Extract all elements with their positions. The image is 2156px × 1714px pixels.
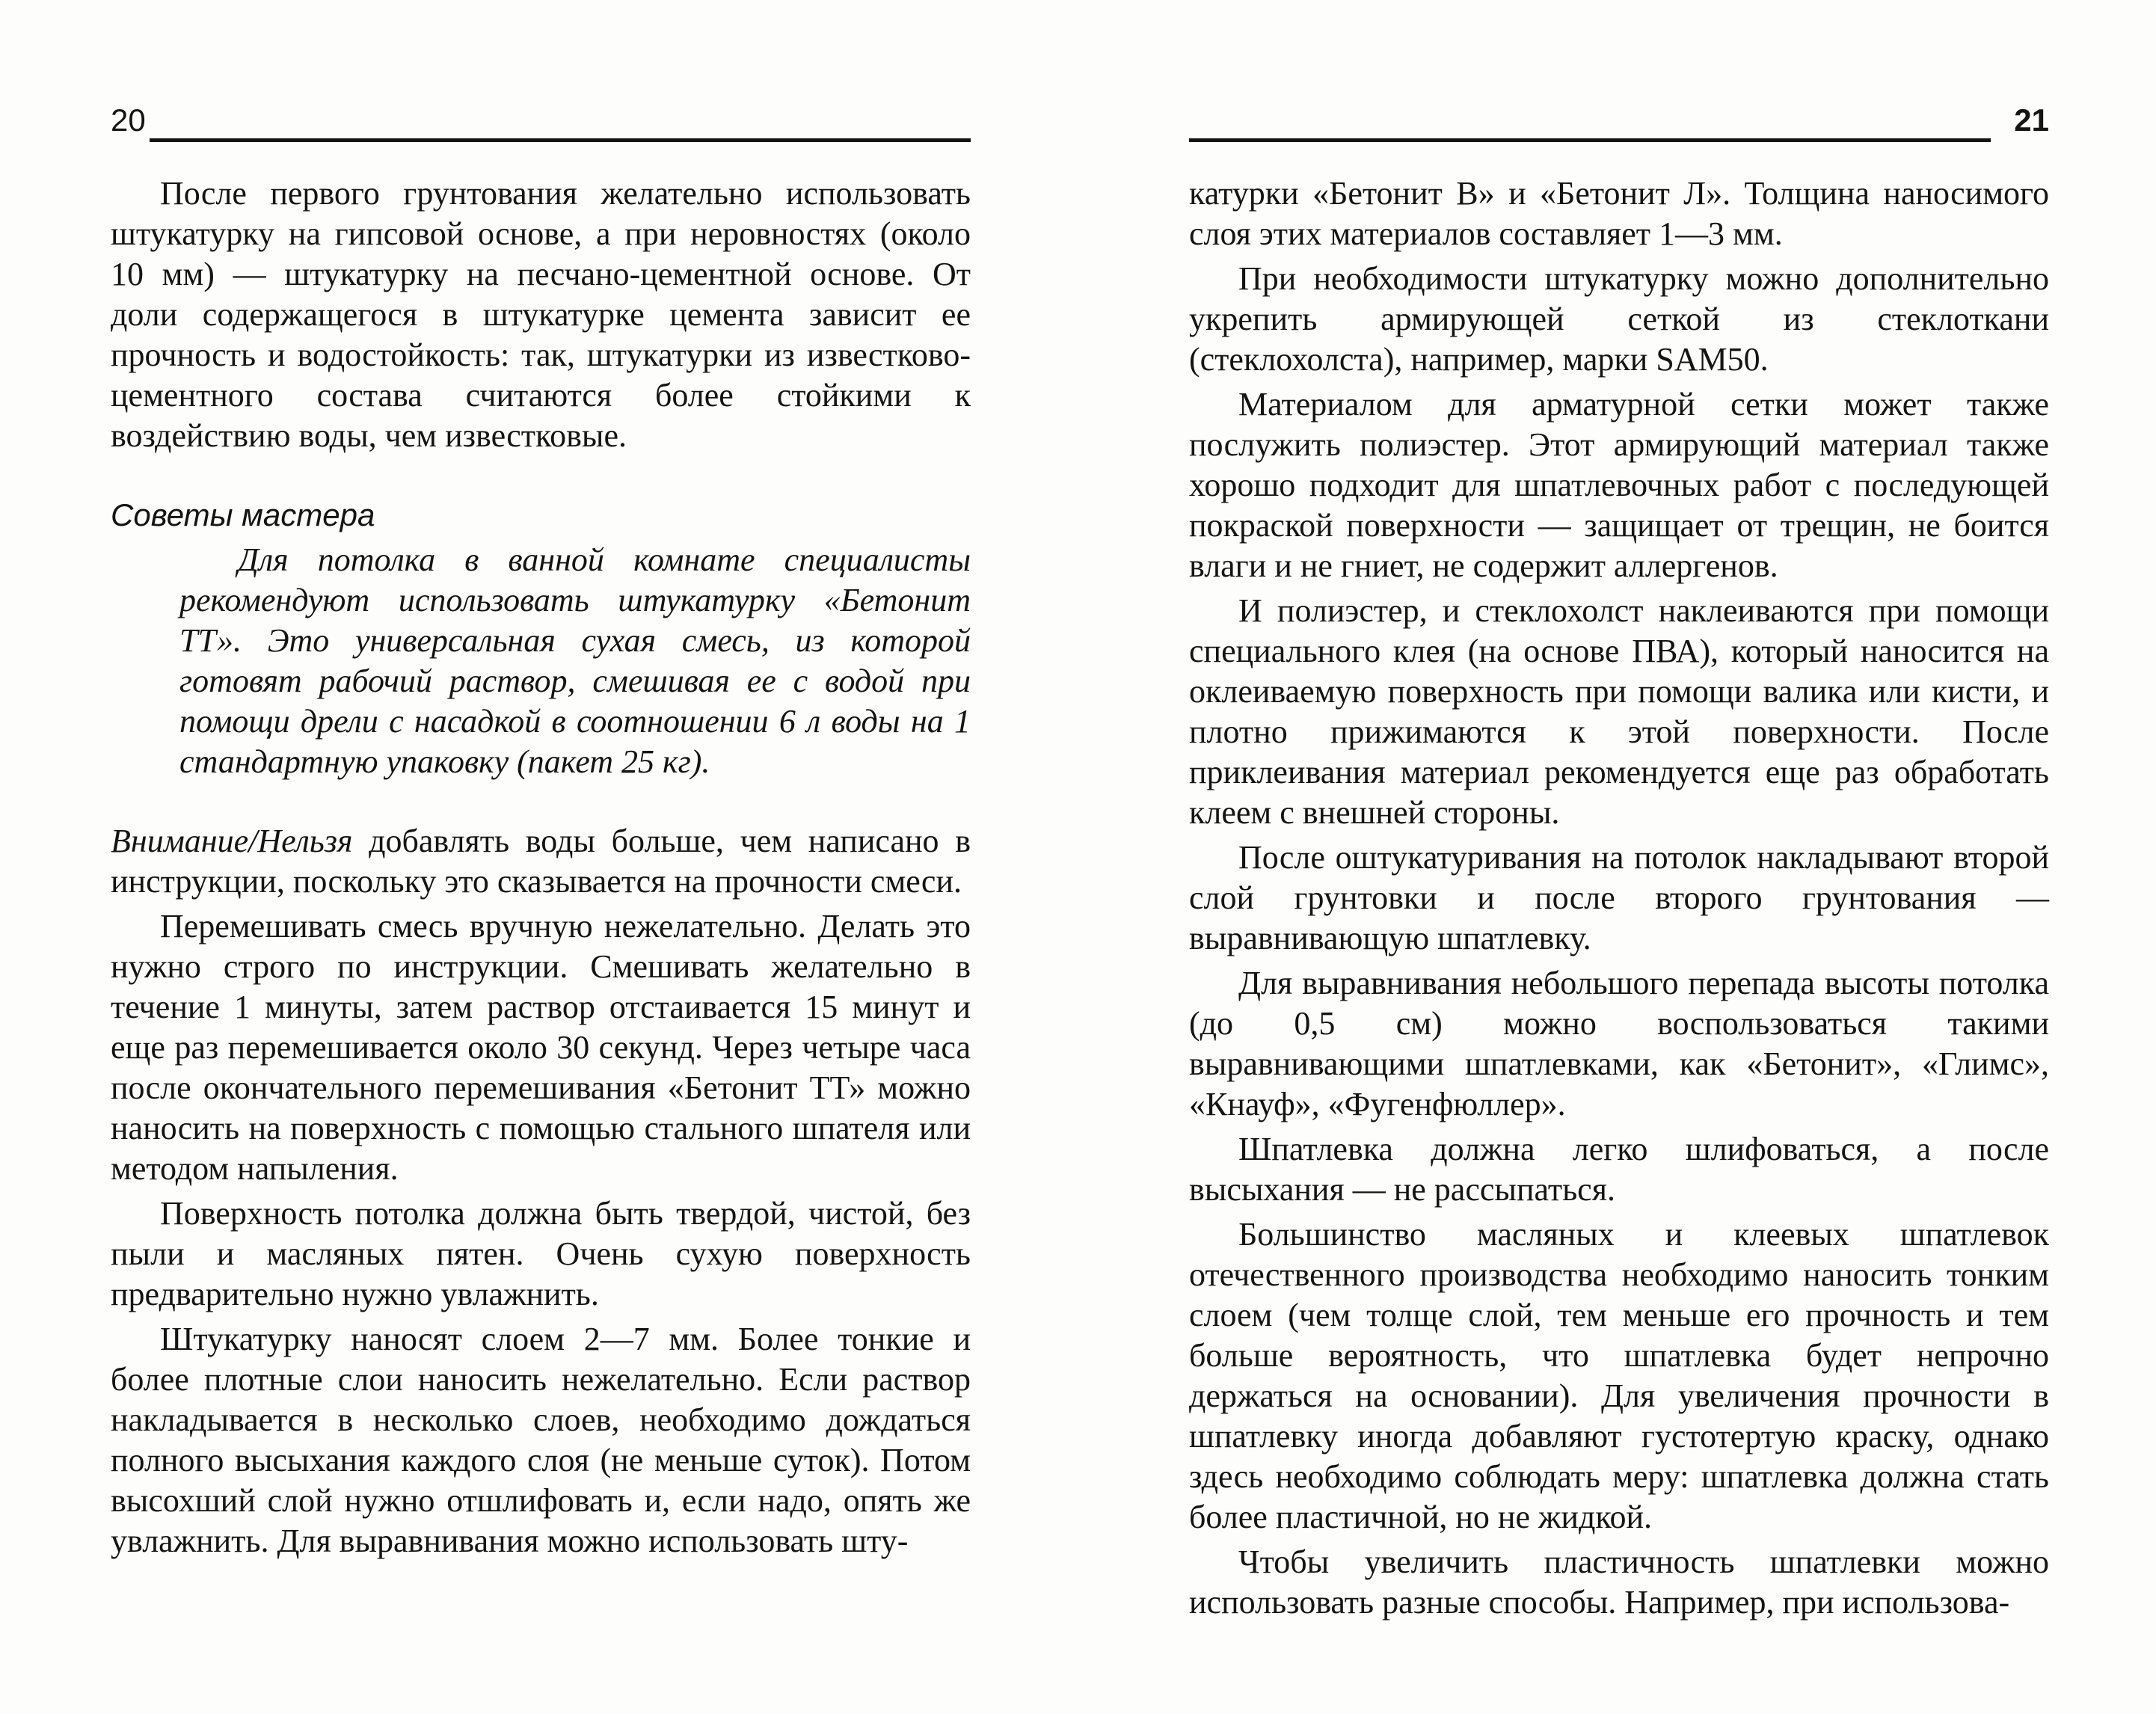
right-text-column bbox=[1189, 173, 2049, 1623]
warning-lead: Внимание/Нельзя bbox=[111, 823, 353, 859]
paragraph: Перемешивать смесь вручную нежелательно. Делать это нужно строго по инструкции. Смешивать желательно в течение 1 минуты, затем раствор отстаивается 15 минут и еще раз перемешивается около 30 секунд. Через четыре часа после окончательного перемешивания «Бетонит ТТ» можно наносить на поверхность с помощью стального шпателя или методом напыления. bbox=[111, 908, 971, 1187]
paragraph: Для выравнивания небольшого перепада высоты потолка (до 0,5 см) можно воспользоваться такими выравнивающими шпатлевками, как «Бетонит», «Глимс», «Кнауф», «Фугенфюллер». bbox=[1189, 965, 2049, 1122]
header-rule bbox=[150, 138, 971, 142]
paragraph: Чтобы увеличить пластичность шпатлевки можно использовать разные способы. Например, при использова- bbox=[1189, 1543, 2049, 1621]
paragraph: При необходимости штукатурку можно дополнительно укрепить армирующей сеткой из стеклоткани (стеклохолста), например, марки SAM50. bbox=[1189, 260, 2049, 378]
left-text-column bbox=[111, 173, 971, 1561]
paragraph: Поверхность потолка должна быть твердой, чистой, без пыли и масляных пятен. Очень сухую поверхность предварительно нужно увлажнить. bbox=[111, 1195, 971, 1312]
paragraph: Большинство масляных и клеевых шпатлевок отечественного производства необходимо наносить тонким слоем (чем толще слой, тем меньше его прочность и тем больше вероятность, что шпатлевка будет непрочно держаться на основании). Для увеличения прочности в шпатлевку иногда добавляют густотертую краску, однако здесь необходимо соблюдать меру: шпатлевка должна стать более пластичной, но не жидкой. bbox=[1189, 1216, 2049, 1535]
warning-text: добавлять воды больше, чем написано в инструкции, поскольку это сказывается на прочности смеси. bbox=[111, 823, 971, 900]
page-number: 21 bbox=[2014, 102, 2049, 138]
tip-heading: Советы мастера bbox=[111, 497, 375, 532]
page-number: 20 bbox=[111, 102, 146, 138]
paragraph: Материалом для арматурной сетки может также послужить полиэстер. Этот армирующий материал также хорошо подходит для шпатлевочных работ с последующей покраской поверхности — защищает от трещин, не боится влаги и не гниет, не содержит аллергенов. bbox=[1189, 386, 2049, 584]
paragraph: Штукатурку наносят слоем 2—7 мм. Более тонкие и более плотные слои наносить нежелательно. Если раствор накладывается в несколько слоев, необходимо дождаться полного высыхания каждого слоя (не меньше суток). Потом высохший слой нужно отшлифовать и, если надо, опять же увлажнить. Для выравнивания можно использовать шту- bbox=[111, 1321, 971, 1559]
paragraph: После первого грунтования желательно использовать штукатурку на гипсовой основе, а при неровностях (около 10 мм) — штукатурку на песчано-цементной основе. От доли содержащегося в штукатурке цемента зависит ее прочность и водостойкость: так, штукатурки из известково-цементного состава считаются более стойкими к воздействию воды, чем известковые. bbox=[111, 175, 971, 454]
left-page bbox=[111, 0, 971, 1714]
warning-paragraph bbox=[111, 821, 971, 902]
paragraph: И полиэстер, и стеклохолст наклеиваются при помощи специального клея (на основе ПВА), который наносится на оклеиваемую поверхность при помощи валика или кисти, и плотно прижимаются к этой поверхности. После приклеивания материал рекомендуется еще раз обработать клеем с внешней стороны. bbox=[1189, 592, 2049, 831]
paragraph: Шпатлевка должна легко шлифоваться, а после высыхания — не рассыпаться. bbox=[1189, 1131, 2049, 1208]
continuation-paragraph: катурки «Бетонит В» и «Бетонит Л». Толщина наносимого слоя этих материалов составляет 1—3 мм. bbox=[1189, 175, 2049, 252]
tip-text: Для потолка в ванной комнате специалисты рекомендуют использовать штукатурку «Бетонит ТТ». Это универсальная сухая смесь, из которой готовят рабочий раствор, смешивая ее с водой при помощи дрели с насадкой в соотношении 6 л воды на 1 стандартную упаковку (пакет 25 кг). bbox=[179, 541, 971, 780]
paragraph: После оштукатуривания на потолок накладывают второй слой грунтовки и после второго грунтования — выравнивающую шпатлевку. bbox=[1189, 839, 2049, 956]
header-rule bbox=[1189, 138, 1991, 142]
right-page bbox=[1189, 0, 2049, 1714]
